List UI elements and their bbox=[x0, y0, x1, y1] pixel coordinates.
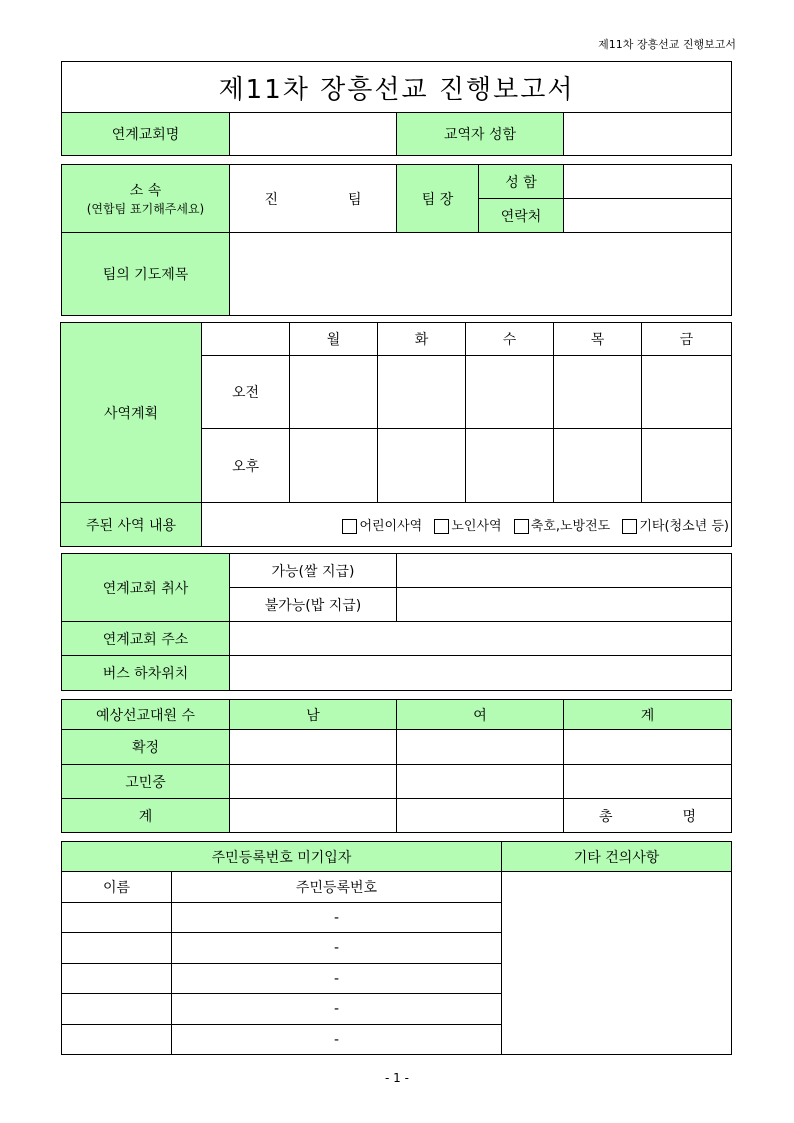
id-number-cell[interactable]: - bbox=[172, 994, 502, 1025]
checkbox-evangelism[interactable] bbox=[514, 519, 529, 534]
grand-total-prefix: 총 bbox=[598, 808, 613, 825]
church-address-field[interactable] bbox=[230, 622, 732, 656]
affiliation-note: (연합팀 표기해주세요) bbox=[86, 202, 205, 216]
day-header: 화 bbox=[378, 323, 466, 356]
am-label: 오전 bbox=[202, 356, 290, 429]
plan-cell[interactable] bbox=[554, 429, 642, 503]
id-number-header: 주민등록번호 bbox=[172, 872, 502, 903]
leader-name-label: 성 함 bbox=[479, 165, 564, 199]
plan-cell[interactable] bbox=[554, 356, 642, 429]
main-ministry-label: 주된 사역 내용 bbox=[61, 503, 202, 547]
name-cell[interactable] bbox=[62, 1025, 172, 1055]
pending-label: 고민중 bbox=[62, 765, 230, 799]
total-header: 계 bbox=[564, 700, 732, 730]
page-number: - 1 - bbox=[385, 1071, 409, 1085]
day-header: 금 bbox=[642, 323, 732, 356]
day-header: 수 bbox=[466, 323, 554, 356]
affiliation-title: 소 속 bbox=[129, 183, 162, 199]
missing-id-header: 주민등록번호 미기입자 bbox=[62, 842, 502, 872]
count-cell[interactable] bbox=[230, 730, 397, 765]
count-cell[interactable] bbox=[230, 799, 397, 833]
missing-id-table bbox=[61, 841, 732, 1055]
option-label: 축호,노방전도 bbox=[530, 519, 611, 534]
plan-cell[interactable] bbox=[290, 429, 378, 503]
plan-cell[interactable] bbox=[378, 429, 466, 503]
option-label: 노인사역 bbox=[451, 519, 502, 534]
name-cell[interactable] bbox=[62, 964, 172, 994]
option-label: 어린이사역 bbox=[359, 519, 423, 534]
church-name-label: 연계교회명 bbox=[62, 113, 230, 156]
confirmed-label: 확정 bbox=[62, 730, 230, 765]
female-header: 여 bbox=[397, 700, 564, 730]
affiliation-field[interactable] bbox=[230, 165, 397, 233]
main-ministry-options bbox=[202, 503, 732, 547]
count-cell[interactable] bbox=[564, 765, 732, 799]
id-number-cell[interactable]: - bbox=[172, 933, 502, 964]
id-number-cell[interactable]: - bbox=[172, 1025, 502, 1055]
ministry-plan-table bbox=[60, 322, 732, 547]
ministry-plan-label: 사역계획 bbox=[61, 323, 202, 503]
plan-cell[interactable] bbox=[642, 356, 732, 429]
church-info-table bbox=[61, 61, 732, 156]
pastor-name-field[interactable] bbox=[564, 113, 732, 156]
name-cell[interactable] bbox=[62, 903, 172, 933]
grand-total-cell[interactable] bbox=[564, 799, 732, 833]
leader-contact-field[interactable] bbox=[564, 199, 732, 233]
count-cell[interactable] bbox=[397, 730, 564, 765]
count-cell[interactable] bbox=[564, 730, 732, 765]
plan-cell[interactable] bbox=[290, 356, 378, 429]
count-cell[interactable] bbox=[230, 765, 397, 799]
id-number-cell[interactable]: - bbox=[172, 903, 502, 933]
church-logistics-table bbox=[61, 553, 732, 691]
member-count-table bbox=[61, 699, 732, 833]
checkbox-other[interactable] bbox=[622, 519, 637, 534]
church-address-label: 연계교회 주소 bbox=[62, 622, 230, 656]
leader-name-field[interactable] bbox=[564, 165, 732, 199]
jin-label: 진 bbox=[264, 191, 278, 208]
cooking-possible-field[interactable] bbox=[397, 554, 732, 588]
running-header: 제11차 장흥선교 진행보고서 bbox=[598, 38, 736, 51]
plan-cell[interactable] bbox=[466, 356, 554, 429]
member-count-label: 예상선교대원 수 bbox=[62, 700, 230, 730]
count-cell[interactable] bbox=[397, 799, 564, 833]
plan-cell[interactable] bbox=[378, 356, 466, 429]
sum-label: 계 bbox=[62, 799, 230, 833]
pastor-name-label: 교역자 성함 bbox=[397, 113, 564, 156]
cooking-impossible-field[interactable] bbox=[397, 588, 732, 622]
name-cell[interactable] bbox=[62, 933, 172, 964]
plan-cell[interactable] bbox=[466, 429, 554, 503]
cooking-possible-label: 가능(쌀 지급) bbox=[230, 554, 397, 588]
prayer-title-field[interactable] bbox=[230, 233, 732, 316]
pm-label: 오후 bbox=[202, 429, 290, 503]
prayer-title-label: 팀의 기도제목 bbox=[62, 233, 230, 316]
team-info-table bbox=[61, 164, 732, 316]
plan-cell[interactable] bbox=[642, 429, 732, 503]
id-number-cell[interactable]: - bbox=[172, 964, 502, 994]
affiliation-label bbox=[62, 165, 230, 233]
corner-cell bbox=[202, 323, 290, 356]
checkbox-children[interactable] bbox=[342, 519, 357, 534]
church-name-field[interactable] bbox=[230, 113, 397, 156]
team-suffix: 팀 bbox=[348, 191, 362, 208]
other-suggestions-field[interactable] bbox=[502, 872, 732, 1055]
option-label: 기타(청소년 등) bbox=[639, 519, 729, 534]
cooking-impossible-label: 불가능(밥 지급) bbox=[230, 588, 397, 622]
day-header: 목 bbox=[554, 323, 642, 356]
cooking-label: 연계교회 취사 bbox=[62, 554, 230, 622]
grand-total-unit: 명 bbox=[682, 808, 697, 825]
male-header: 남 bbox=[230, 700, 397, 730]
leader-contact-label: 연락처 bbox=[479, 199, 564, 233]
bus-stop-label: 버스 하차위치 bbox=[62, 656, 230, 691]
day-header: 월 bbox=[290, 323, 378, 356]
other-suggestions-header: 기타 건의사항 bbox=[502, 842, 732, 872]
bus-stop-field[interactable] bbox=[230, 656, 732, 691]
leader-label: 팀 장 bbox=[397, 165, 479, 233]
page-title: 제11차 장흥선교 진행보고서 bbox=[62, 62, 732, 113]
name-header: 이름 bbox=[62, 872, 172, 903]
checkbox-elderly[interactable] bbox=[434, 519, 449, 534]
count-cell[interactable] bbox=[397, 765, 564, 799]
name-cell[interactable] bbox=[62, 994, 172, 1025]
